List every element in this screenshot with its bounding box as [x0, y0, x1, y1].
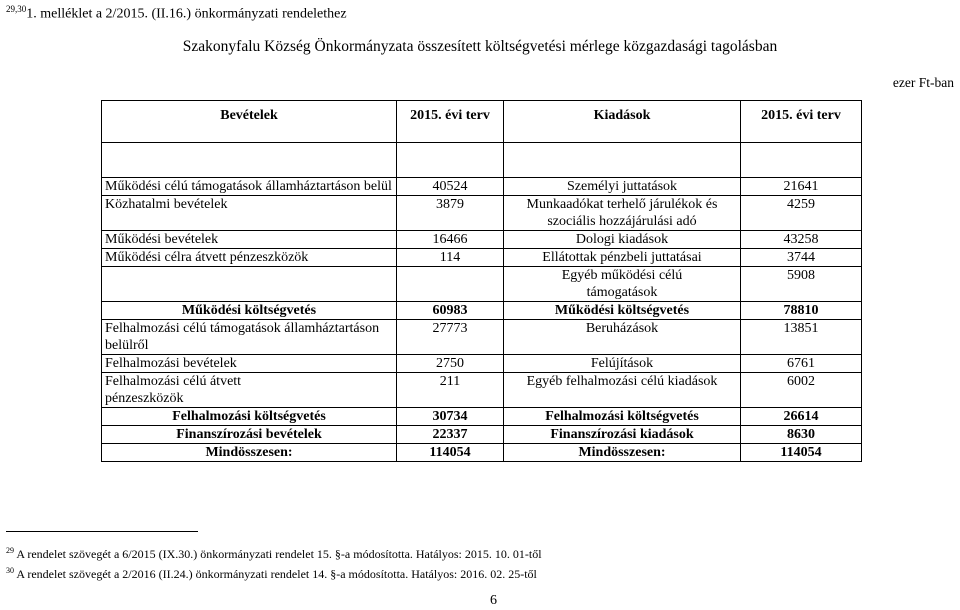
revenue-value: 60983	[397, 302, 504, 320]
expenditure-label: Mindösszesen:	[504, 444, 741, 462]
expenditure-value: 6002	[741, 373, 862, 408]
revenue-label: Működési célú támogatások államháztartáson belül	[102, 178, 397, 196]
table-row	[102, 178, 862, 196]
revenue-value: 3879	[397, 196, 504, 231]
expenditure-value: 26614	[741, 408, 862, 426]
table-row	[102, 320, 862, 355]
col-header-expenditures: Kiadások	[504, 101, 741, 143]
table-row	[102, 267, 862, 302]
revenue-label: Működési bevételek	[102, 231, 397, 249]
table-row	[102, 231, 862, 249]
expenditure-value: 6761	[741, 355, 862, 373]
revenue-label	[102, 267, 397, 302]
col-header-plan-revenue: 2015. évi terv	[397, 101, 504, 143]
expenditure-label: Felhalmozási költségvetés	[504, 408, 741, 426]
expenditure-value: 3744	[741, 249, 862, 267]
expenditure-value: 78810	[741, 302, 862, 320]
expenditure-label: Működési költségvetés	[504, 302, 741, 320]
col-header-plan-expenditure: 2015. évi terv	[741, 101, 862, 143]
revenue-label: Felhalmozási célú támogatások államháztartáson belülről	[102, 320, 397, 355]
col-header-revenues: Bevételek	[102, 101, 397, 143]
footnote-text: A rendelet szövegét a 2/2016 (II.24.) önkormányzati rendelet 14. §-a módosította. Hatályos: 2016. 02. 25-től	[16, 567, 537, 581]
table-spacer-row	[102, 143, 862, 178]
table-row-subtotal	[102, 302, 862, 320]
unit-label: ezer Ft-ban	[892, 75, 954, 90]
table-row	[102, 196, 862, 231]
expenditure-value: 13851	[741, 320, 862, 355]
revenue-value: 114	[397, 249, 504, 267]
expenditure-value: 8630	[741, 426, 862, 444]
footnote	[6, 566, 537, 582]
expenditure-label: Ellátottak pénzbeli juttatásai	[504, 249, 741, 267]
expenditure-label: Dologi kiadások	[504, 231, 741, 249]
table-row-total	[102, 444, 862, 462]
budget-table	[101, 100, 862, 462]
revenue-label: Működési célra átvett pénzeszközök	[102, 249, 397, 267]
page-number: 6	[490, 593, 497, 608]
expenditure-label: Munkaadókat terhelő járulékok és szociális hozzájárulási adó	[504, 196, 741, 231]
expenditure-label: Személyi juttatások	[504, 178, 741, 196]
expenditure-label: Felújítások	[504, 355, 741, 373]
footnote-number: 30	[6, 566, 14, 575]
revenue-label: Mindösszesen:	[102, 444, 397, 462]
table-row	[102, 373, 862, 408]
table-row	[102, 249, 862, 267]
table-row-subtotal	[102, 408, 862, 426]
expenditure-label: Egyéb működési célú támogatások	[504, 267, 741, 302]
footnote-text: A rendelet szövegét a 6/2015 (IX.30.) önkormányzati rendelet 15. §-a módosította. Hatályos: 2015. 10. 01-től	[16, 547, 542, 561]
revenue-value: 114054	[397, 444, 504, 462]
table-header-row	[102, 101, 862, 143]
table-row-subtotal	[102, 426, 862, 444]
revenue-label: Felhalmozási célú átvett pénzeszközök	[102, 373, 397, 408]
revenue-label: Felhalmozási bevételek	[102, 355, 397, 373]
expenditure-value: 43258	[741, 231, 862, 249]
revenue-label: Felhalmozási költségvetés	[102, 408, 397, 426]
expenditure-value: 21641	[741, 178, 862, 196]
revenue-label: Finanszírozási bevételek	[102, 426, 397, 444]
annex-text: 1. melléklet a 2/2015. (II.16.) önkormányzati rendelethez	[26, 6, 347, 22]
footnote-number: 29	[6, 546, 14, 555]
footnote-refs[interactable]: 29,30	[6, 4, 27, 14]
revenue-value: 211	[397, 373, 504, 408]
revenue-value: 16466	[397, 231, 504, 249]
revenue-value: 22337	[397, 426, 504, 444]
expenditure-label: Finanszírozási kiadások	[504, 426, 741, 444]
revenue-value: 30734	[397, 408, 504, 426]
footnote	[6, 546, 542, 562]
expenditure-label: Beruházások	[504, 320, 741, 355]
expenditure-value: 114054	[741, 444, 862, 462]
expenditure-value: 5908	[741, 267, 862, 302]
revenue-value	[397, 267, 504, 302]
revenue-value: 27773	[397, 320, 504, 355]
revenue-label: Közhatalmi bevételek	[102, 196, 397, 231]
footnote-divider	[6, 531, 198, 532]
revenue-label: Működési költségvetés	[102, 302, 397, 320]
table-row	[102, 355, 862, 373]
revenue-value: 40524	[397, 178, 504, 196]
annex-reference	[6, 4, 347, 23]
revenue-value: 2750	[397, 355, 504, 373]
document-title: Szakonyfalu Község Önkormányzata összesített költségvetési mérlege közgazdasági tagolásban	[182, 38, 778, 55]
expenditure-label: Egyéb felhalmozási célú kiadások	[504, 373, 741, 408]
expenditure-value: 4259	[741, 196, 862, 231]
